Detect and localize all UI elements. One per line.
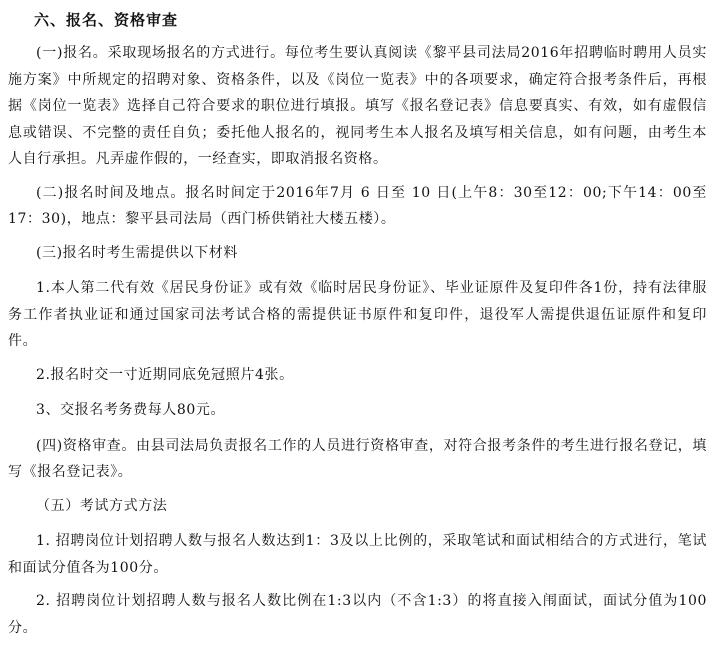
paragraph-materials-item-2: 2.报名时交一寸近期同底免冠照片4张。 xyxy=(36,366,294,383)
paragraph-registration-time-place: (二)报名时间及地点。报名时间定于2016年7月 6 日至 10 日(上午8：30至12：00;下午14：00至17：30)，地点：黎平县司法局（西门桥供销社大楼五楼）。 xyxy=(8,184,707,227)
paragraph-registration: (一)报名。采取现场报名的方式进行。每位考生要认真阅读《黎平县司法局2016年招聘临时聘用人员实施方案》中所规定的招聘对象、资格条件，以及《岗位一览表》中的各项要求，确定符合报考条件后，再根据《岗位一览表》选择自己符合要求的职位进行填报。填写《报名登记表》信息要真实、有效，如有虚假信息或错误、不完整的责任自负；委托他人报名的，视同考生本人报名及填写相关信息，如有问题，由考生本人自行承担。凡弄虚作假的，一经查实，即取消报名资格。 xyxy=(8,45,707,167)
paragraph-materials-item-3: 3、交报名考务费每人80元。 xyxy=(36,402,226,418)
paragraph-exam-method-item-2: 2. 招聘岗位计划招聘人数与报名人数比例在1:3以内（不含1:3）的将直接入闱面试，面试分值为100分。 xyxy=(8,593,707,636)
paragraph-exam-method-heading: （五）考试方式方法 xyxy=(36,497,168,514)
section-heading: 六、报名、资格审查 xyxy=(34,11,179,29)
paragraph-qualification-review: (四)资格审查。由县司法局负责报名工作的人员进行资格审查，对符合报考条件的考生进行报名登记，填写《报名登记表》。 xyxy=(8,437,707,480)
paragraph-exam-method-item-1: 1. 招聘岗位计划招聘人数与报名人数达到1：3及以上比例的，采取笔试和面试相结合的方式进行，笔试和面试分值各为100分。 xyxy=(8,533,707,576)
paragraph-materials-item-1: 1.本人第二代有效《居民身份证》或有效《临时居民身份证》、毕业证原件及复印件各1份，持有法律服务工作者执业证和通过国家司法考试合格的需提供证书原件和复印件，退役军人需提供退伍证原件和复印件。 xyxy=(8,280,707,349)
paragraph-materials-heading: (三)报名时考生需提供以下材料 xyxy=(36,244,238,261)
